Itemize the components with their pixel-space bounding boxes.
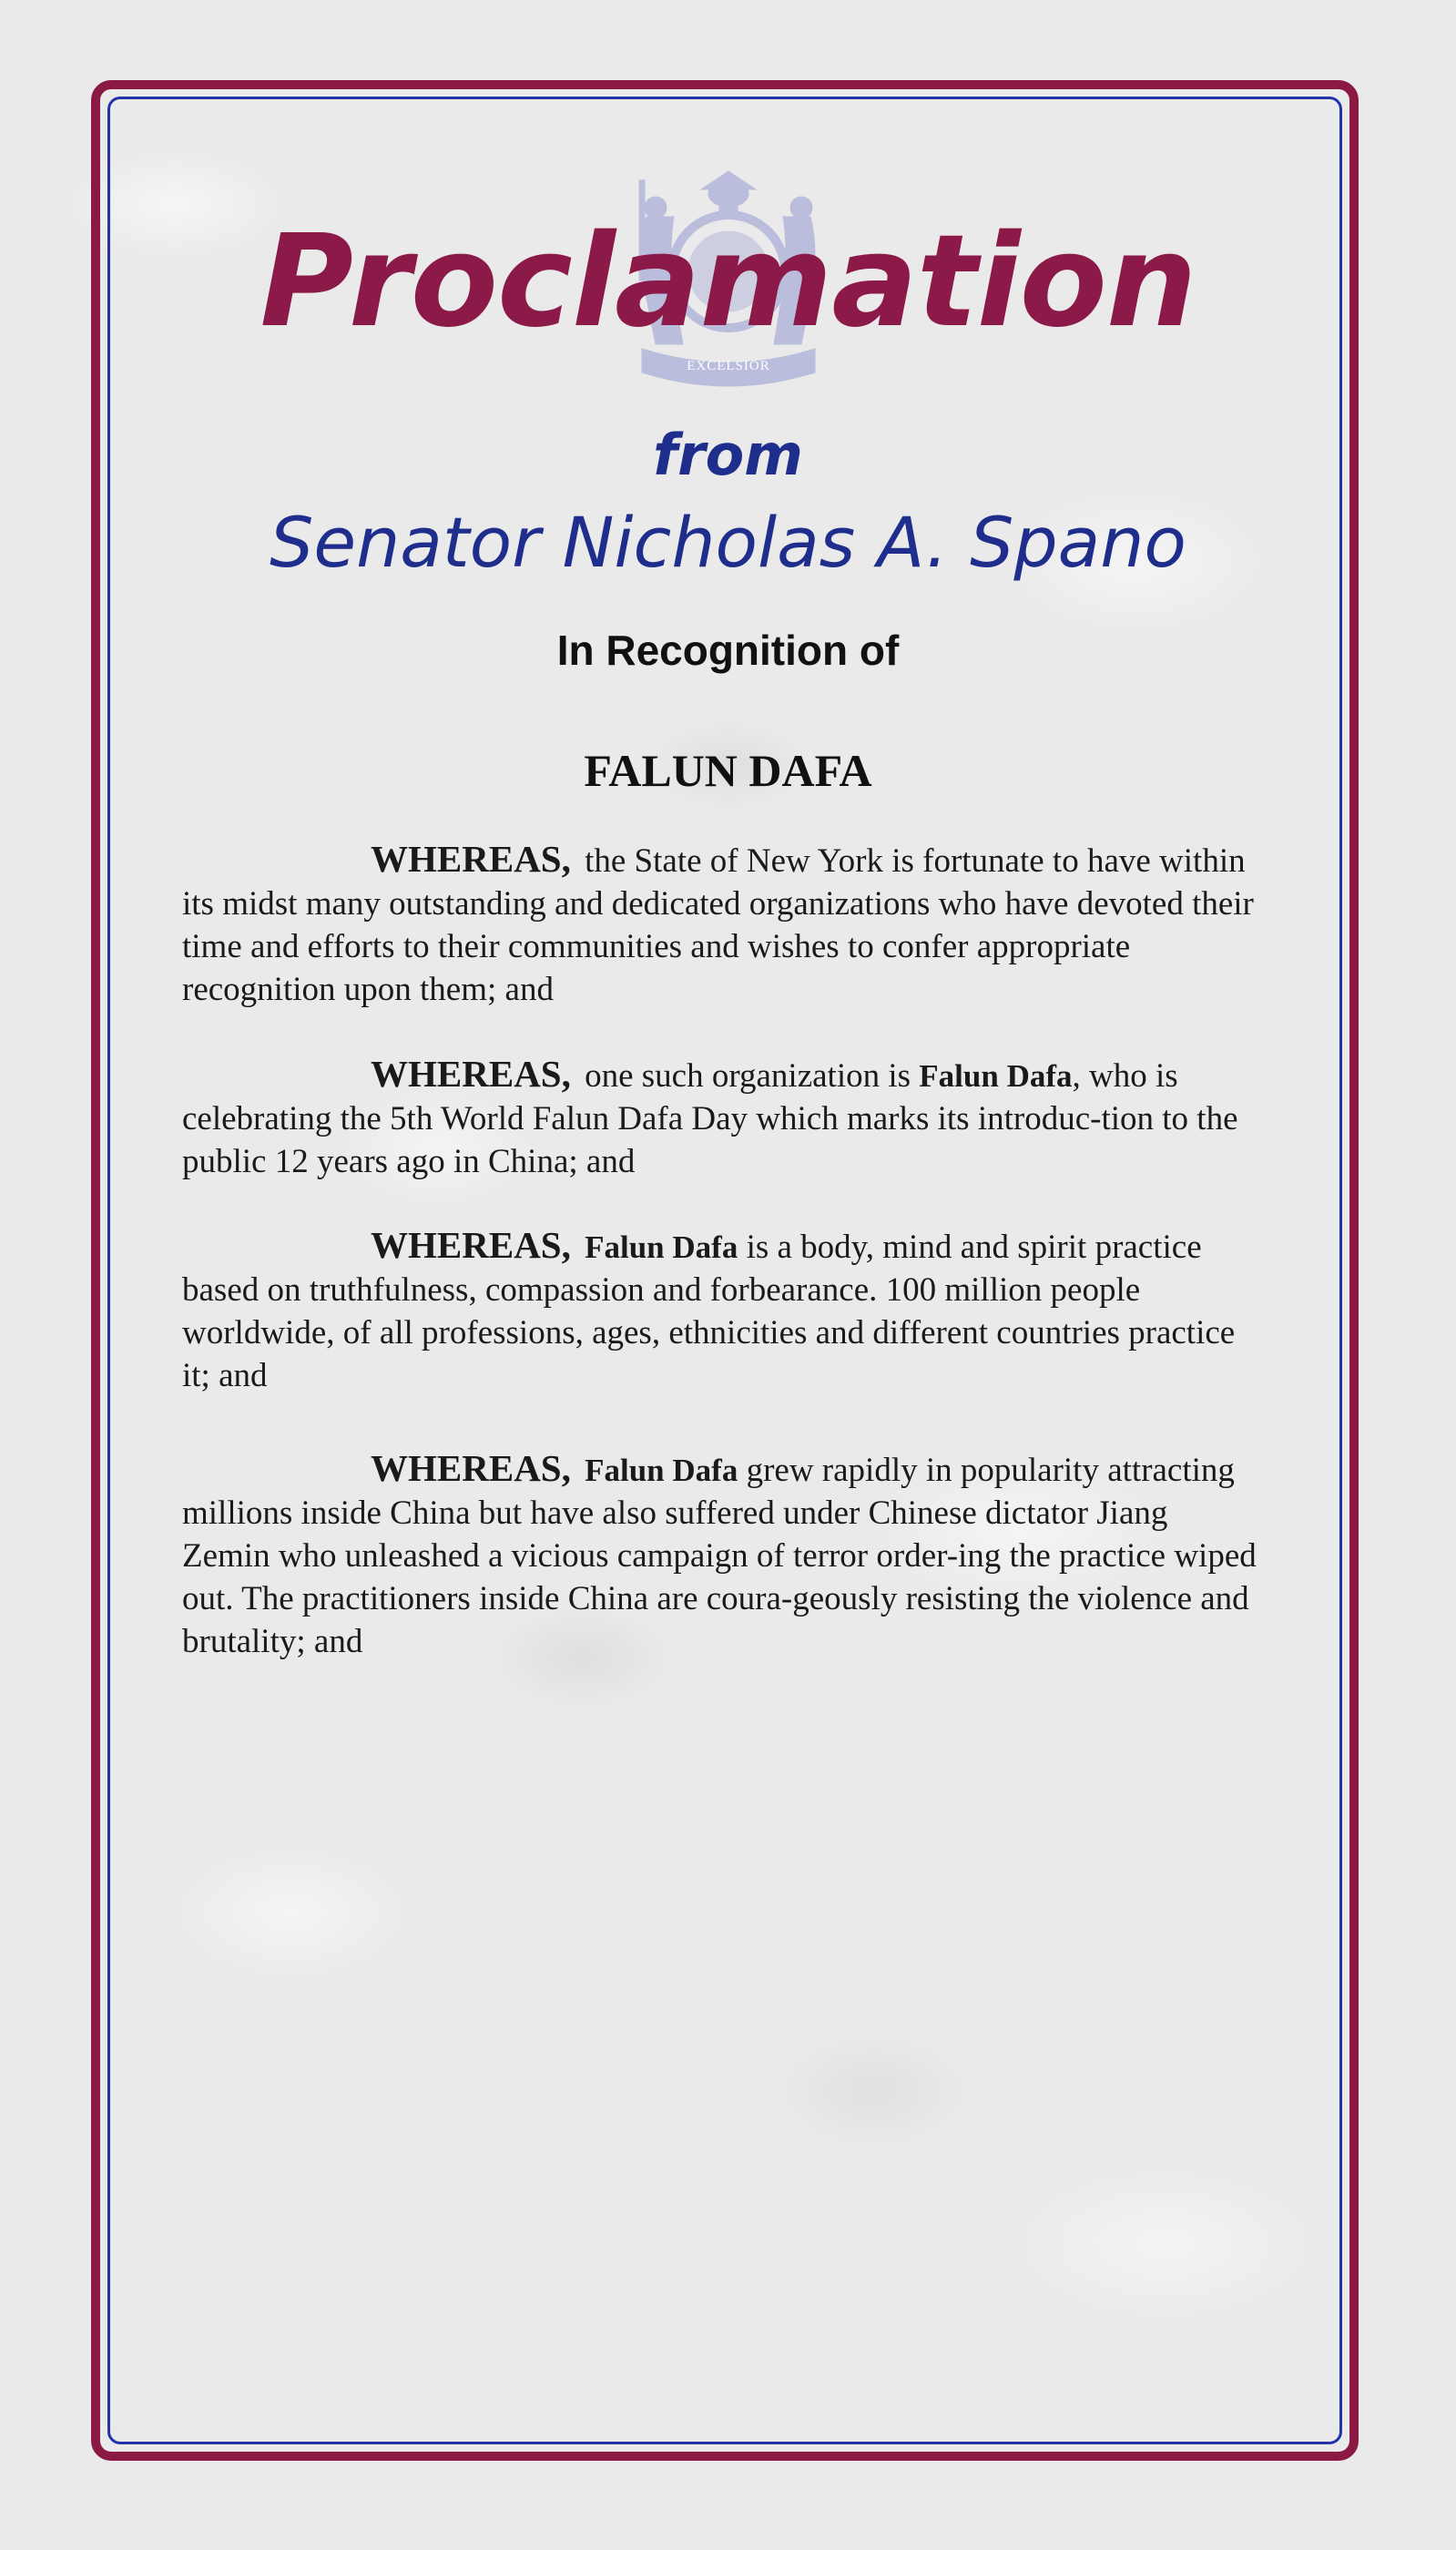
paragraph-text: grew rapidly in popularity attracting millions inside China but have also suffered under Chinese dictator Jiang Zemin who unleashed a vicious campaign of terror order-ing the practice wiped out. The practitioners inside China are coura-geously resisting the violence and brutality; and	[182, 1452, 1257, 1660]
from-label: from	[653, 422, 803, 488]
whereas-lead: WHEREAS,	[371, 1053, 571, 1095]
paragraph-prefix	[576, 1229, 585, 1266]
organization-name: Falun Dafa	[585, 1229, 738, 1265]
whereas-lead: WHEREAS,	[371, 1447, 571, 1489]
whereas-paragraph-2	[182, 1053, 1257, 1183]
senator-name: Senator Nicholas A. Spano	[270, 502, 1186, 583]
proclamation-title: Proclamation	[260, 208, 1196, 356]
whereas-paragraph-1	[182, 838, 1257, 1011]
honoree-name: FALUN DAFA	[584, 745, 872, 796]
paragraph-prefix	[576, 1452, 585, 1489]
paragraph-text: is a body, mind and spirit practice based on truthfulness, compassion and forbearance. 100 million people worldwide, of all professions, ages, ethnicities and different countries practice it; and	[182, 1229, 1236, 1394]
paragraph-text: the State of New York is fortunate to have within its midst many outstanding and dedicated organizations who have devoted their time and efforts to their communities and wishes to confer appropriate recognition upon them; and	[182, 842, 1254, 1008]
paragraph-prefix: one such organization is	[575, 1057, 920, 1095]
whereas-paragraph-4	[182, 1447, 1257, 1663]
organization-name: Falun Dafa	[919, 1058, 1073, 1094]
paragraph-text: , who is celebrating the 5th World Falun Dafa Day which marks its introduc-tion to the public 12 years ago in China; and	[182, 1057, 1238, 1180]
whereas-lead: WHEREAS,	[371, 1224, 571, 1266]
whereas-paragraph-3	[182, 1224, 1257, 1397]
recognition-label: In Recognition of	[556, 627, 900, 674]
organization-name: Falun Dafa	[585, 1453, 738, 1488]
seal-motto: EXCELSIOR	[687, 359, 770, 373]
whereas-lead: WHEREAS,	[371, 838, 571, 880]
